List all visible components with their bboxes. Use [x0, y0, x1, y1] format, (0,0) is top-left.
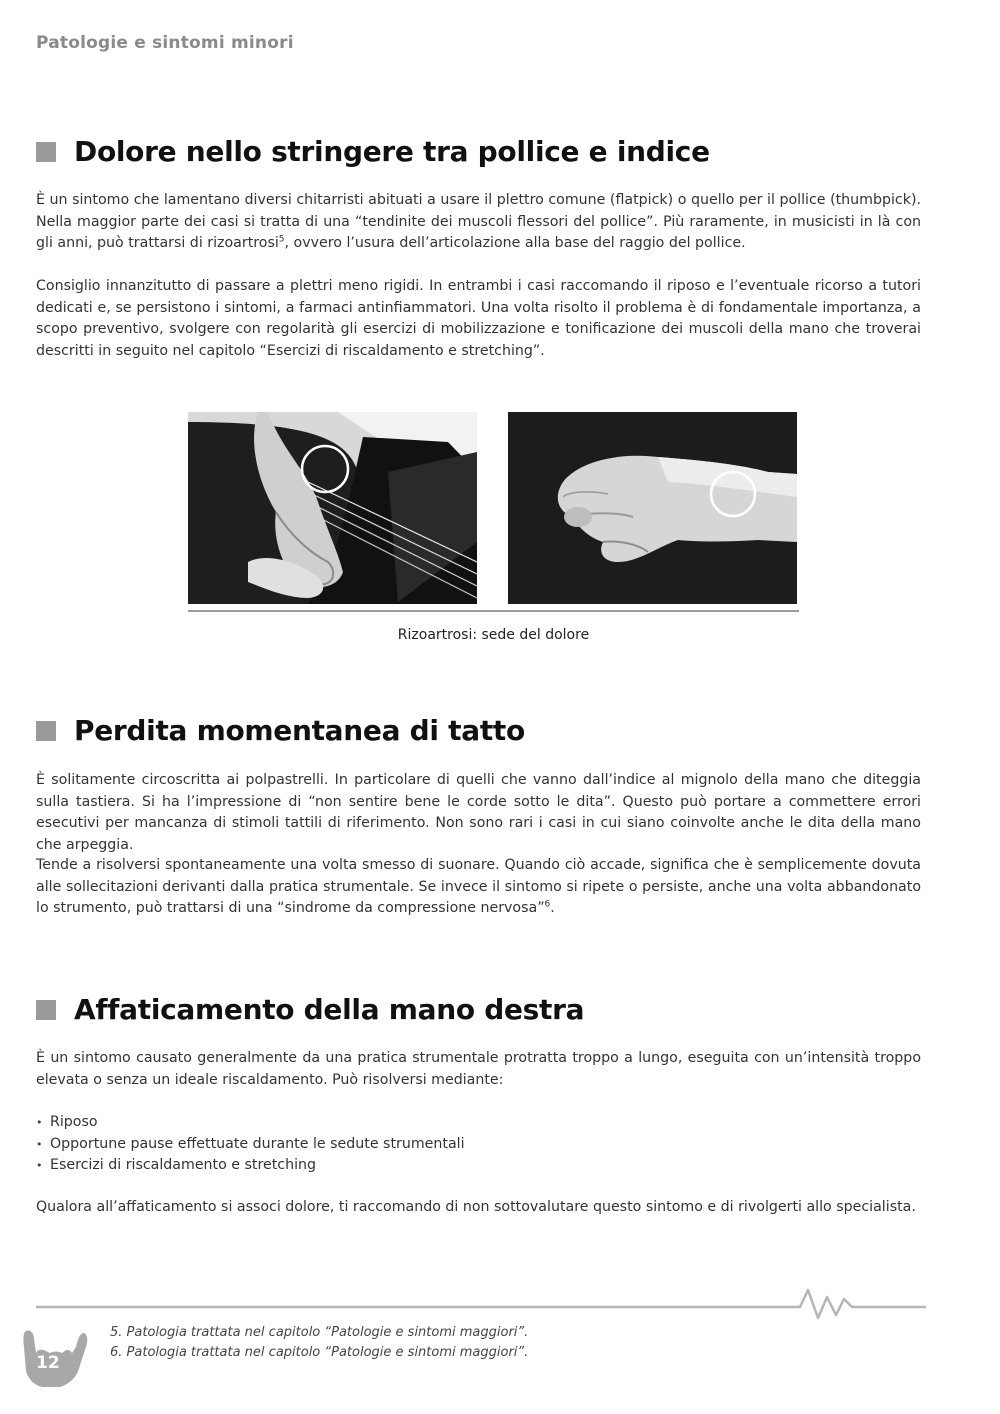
remedies-list [36, 1112, 921, 1177]
paragraph: È solitamente circoscritta ai polpastrelli. In particolare di quelli che vanno dall’indice al mignolo della mano che diteggia sulla tastiera. Si ha l’impressione di “non sentire bene le corde sotto le dita”. Questo può portare a commettere errori esecutivi per mancanza di stimoli tattili di riferimento. Non sono rari i casi in cui siano coinvolte anche le dita della mano che arpeggia. [36, 772, 921, 853]
section-title: Perdita momentanea di tatto [74, 714, 525, 747]
list-item: • Opportune pause effettuate durante le sedute strumentali [36, 1134, 921, 1156]
figure-rule [188, 610, 799, 612]
section-title: Affaticamento della mano destra [74, 993, 585, 1026]
paragraph: Qualora all’affaticamento si associ dolore, ti raccomando di non sottovalutare questo sintomo e di rivolgerti allo specialista. [36, 1199, 916, 1215]
footnote: 6. Patologia trattata nel capitolo “Patologie e sintomi maggiori”. [110, 1345, 529, 1360]
paragraph-text: , ovvero l’usura dell’articolazione alla base del raggio del pollice. [284, 235, 746, 251]
footnote-ref[interactable]: 6 [544, 899, 551, 910]
footnotes [110, 1323, 528, 1363]
heading-square-icon [36, 721, 56, 741]
paragraph [36, 855, 921, 920]
list-item: • Esercizi di riscaldamento e stretching [36, 1155, 921, 1177]
footnote-ref[interactable]: 5 [278, 234, 285, 245]
paragraph [36, 190, 921, 255]
section-heading-loss-of-touch [36, 714, 525, 747]
paragraph: È un sintomo causato generalmente da una pratica strumentale protratta troppo a lungo, eseguita con un’intensità troppo elevata o senza un ideale riscaldamento. Può risolversi mediante: [36, 1050, 921, 1088]
pinch-hand-photo [508, 412, 797, 604]
page-number: 12 [36, 1353, 60, 1373]
section-heading-thumb-pain [36, 135, 710, 168]
section-title: Dolore nello stringere tra pollice e indice [74, 135, 710, 168]
list-item: • Riposo [36, 1112, 921, 1134]
paragraph-text: Tende a risolversi spontaneamente una volta smesso di suonare. Quando ciò accade, significa che è semplicemente dovuta alle sollecitazioni derivanti dalla pratica strumentale. Se invece il sintomo si ripete o persiste, anche una volta abbandonato lo strumento, può trattarsi di una “sindrome da compressione nervosa” [36, 857, 921, 916]
paragraph: Consiglio innanzitutto di passare a plettri meno rigidi. In entrambi i casi raccomando il riposo e l’eventuale ricorso a tutori dedicati e, se persistono i sintomi, a farmaci antinfiammatori. Una volta risolto il problema è di fondamentale importanza, a scopo preventivo, svolgere con regolarità gli esercizi di mobilizzazione e tonificazione dei muscoli della mano che troverai descritti in seguito nel capitolo “Esercizi di riscaldamento e stretching”. [36, 278, 921, 359]
paragraph-text: . [550, 900, 555, 916]
footer-pulse-rule [36, 1285, 926, 1325]
running-head: Patologie e sintomi minori [36, 33, 294, 53]
heading-square-icon [36, 142, 56, 162]
footnote: 5. Patologia trattata nel capitolo “Patologie e sintomi maggiori”. [110, 1325, 529, 1340]
paragraph-text: È un sintomo che lamentano diversi chitarristi abituati a usare il plettro comune (flatpick) o quello per il pollice (thumbpick). Nella maggior parte dei casi si tratta di una “tendinite dei muscoli flessori del pollice”. Più raramente, in musicisti in là con gli anni, può trattarsi di rizoartrosi [36, 192, 921, 251]
figure-caption: Rizoartrosi: sede del dolore [397, 627, 590, 643]
section-heading-right-hand-fatigue [36, 993, 584, 1026]
heading-square-icon [36, 1000, 56, 1020]
guitar-picking-photo [188, 412, 477, 604]
